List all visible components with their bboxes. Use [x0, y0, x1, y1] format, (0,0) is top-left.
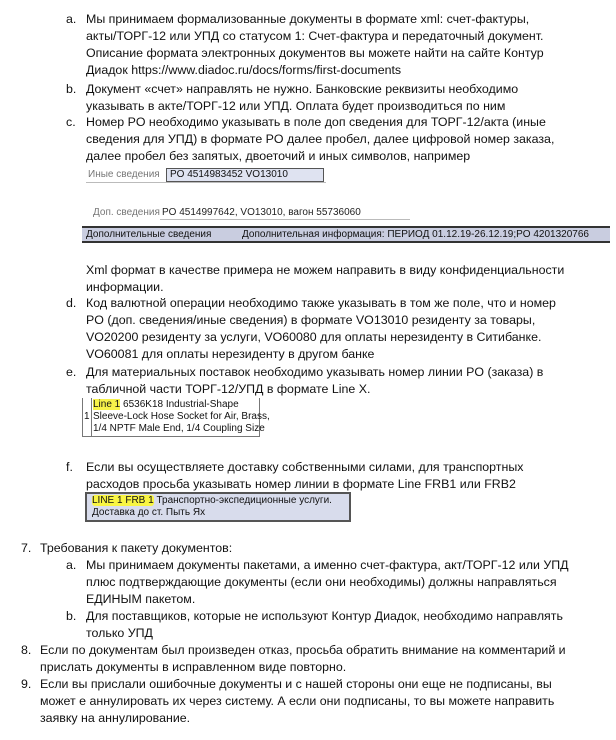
item-7a-line-1: Мы принимаем документы пакетами, а именно счет-фактура, акт/ТОРГ-12 или УПД — [86, 558, 569, 572]
item-9-line-1: Если вы прислали ошибочные документы и с нашей стороны они еще не подписаны, вы — [40, 677, 552, 691]
item-b-text — [86, 81, 518, 115]
item-a-line-2: акты/ТОРГ-12 или УПД со статусом 1: Счет-фактура и передаточный документ. — [86, 29, 544, 43]
item-f-text — [86, 459, 523, 493]
snippet-line-item-highlight: Line 1 — [93, 399, 121, 410]
snippet-extra-info-rule — [160, 219, 410, 220]
item-9-text — [40, 676, 554, 727]
item-e-text — [86, 364, 543, 398]
item-a-line-1: Мы принимаем формализованные документы в формате xml: счет-фактуры, — [86, 12, 530, 26]
snippet-line-item-line-3: 1/4 NPTF Male End, 1/4 Coupling Size — [93, 423, 265, 434]
item-9-marker: 9. — [21, 677, 32, 691]
item-c-line-3: далее пробел без запятых, двоеточий и иных символов, например — [86, 149, 471, 163]
item-d-line-1: Код валютной операции необходимо также указывать в том же поле, что и номер — [86, 296, 556, 310]
snippet-freight-line-line-2: Доставка до ст. Пыть Ях — [92, 507, 206, 518]
item-c-line-1: Номер PO необходимо указывать в поле доп сведения для ТОРГ-12/акта (иные — [86, 115, 546, 129]
item-c-marker: c. — [66, 115, 76, 129]
item-7b-text — [86, 608, 563, 642]
item-d-marker: d. — [66, 296, 77, 310]
item-a-line-4: Диадок https://www.diadoc.ru/docs/forms/first-documents — [86, 63, 402, 77]
snippet-other-info — [86, 168, 326, 183]
snippet-additional-info-label: Дополнительные сведения — [86, 229, 212, 240]
item-7b-marker: b. — [66, 609, 77, 623]
item-7-line-1: Требования к пакету документов: — [40, 541, 233, 555]
item-7-marker: 7. — [21, 541, 32, 555]
item-8-line-1: Если по документам был произведен отказ, просьба обратить внимание на комментарий и — [40, 643, 566, 657]
item-f-marker: f. — [66, 460, 73, 474]
snippet-freight-line-rest: Транспортно-экспедиционные услуги. — [153, 495, 332, 506]
snippet-extra-info-value: PO 4514997642, VO13010, вагон 55736060 — [162, 207, 361, 218]
snippet-line-item — [82, 398, 270, 437]
item-8-text — [40, 642, 566, 676]
snippet-extra-info-label: Доп. сведения — [93, 207, 160, 218]
snippet-additional-info-bar — [82, 226, 610, 243]
snippet-extra-info — [90, 204, 410, 220]
item-9-line-3: заявку на аннулирование. — [40, 711, 191, 725]
snippet-line-item-row-num: 1 — [84, 411, 90, 422]
snippet-additional-info-value: Дополнительная информация: ПЕРИОД 01.12.19-26.12.19;PO 4201320766 — [242, 229, 589, 240]
item-c-line-2: сведения для УПД) в формате PO далее пробел, далее цифровой номер заказа, — [86, 132, 555, 146]
item-d-text — [86, 295, 556, 363]
snippet-freight-line-highlight: LINE 1 FRB 1 — [92, 495, 154, 506]
xml-note-line-2: информации. — [86, 280, 164, 294]
xml-note — [86, 262, 564, 296]
item-d-line-2: PO (доп. сведения/иные сведения) в формате VO13010 резиденту за товары, — [86, 313, 536, 327]
item-f-line-2: расходов просьба указывать номер линии в формате Line FRB1 или FRB2 — [86, 477, 516, 491]
item-b-line-2: указывать в акте/ТОРГ-12 или УПД. Оплата будет производиться по ним — [86, 99, 506, 113]
item-b-line-1: Документ «счет» направлять не нужно. Банковские реквизиты необходимо — [86, 82, 519, 96]
item-7-text — [40, 540, 232, 557]
item-b-marker: b. — [66, 82, 77, 96]
item-f-line-1: Если вы осуществляете доставку собственными силами, для транспортных — [86, 460, 524, 474]
item-8-line-2: прислать документы в исправленном виде повторно. — [40, 660, 347, 674]
item-c-text — [86, 114, 554, 165]
snippet-line-item-line-2: Sleeve-Lock Hose Socket for Air, Brass, — [93, 411, 270, 422]
item-9-line-2: может е аннулировать их через систему. А если они подписаны, то вы можете направить — [40, 694, 555, 708]
item-7a-marker: a. — [66, 558, 77, 572]
item-d-line-3: VO20200 резиденту за услуги, VO60080 для оплаты нерезиденту в Ситибанке. — [86, 330, 542, 344]
item-e-line-1: Для материальных поставок необходимо указывать номер линии PO (заказа) в — [86, 365, 544, 379]
item-7b-line-1: Для поставщиков, которые не используют Контур Диадок, необходимо направлять — [86, 609, 563, 623]
xml-note-line-1: Xml формат в качестве примера не можем направить в виду конфиденциальности — [86, 263, 565, 277]
snippet-line-item-rest: 6536K18 Industrial-Shape — [120, 399, 239, 410]
item-a-line-3: Описание формата электронных документов вы можете найти на сайте Контур — [86, 46, 544, 60]
item-7a-text — [86, 557, 569, 608]
snippet-other-info-label: Иные сведения — [88, 169, 160, 180]
item-7a-line-2: плюс подтверждающие документы (если они необходимы) должны направляться — [86, 575, 557, 589]
item-e-line-2: табличной части ТОРГ-12/УПД в формате Line X. — [86, 382, 371, 396]
item-7b-line-2: только УПД — [86, 626, 153, 640]
item-e-marker: e. — [66, 365, 77, 379]
item-8-marker: 8. — [21, 643, 32, 657]
item-d-line-4: VO60081 для оплаты нерезиденту в другом банке — [86, 347, 375, 361]
snippet-freight-line-text — [92, 495, 332, 519]
item-7a-line-3: ЕДИНЫМ пакетом. — [86, 592, 196, 606]
item-a-marker: a. — [66, 12, 77, 26]
snippet-line-item-divider — [91, 398, 92, 436]
snippet-other-info-value: PO 4514983452 VO13010 — [166, 168, 324, 182]
snippet-freight-line — [85, 492, 351, 522]
item-a-text — [86, 11, 544, 79]
snippet-line-item-text — [93, 399, 270, 435]
